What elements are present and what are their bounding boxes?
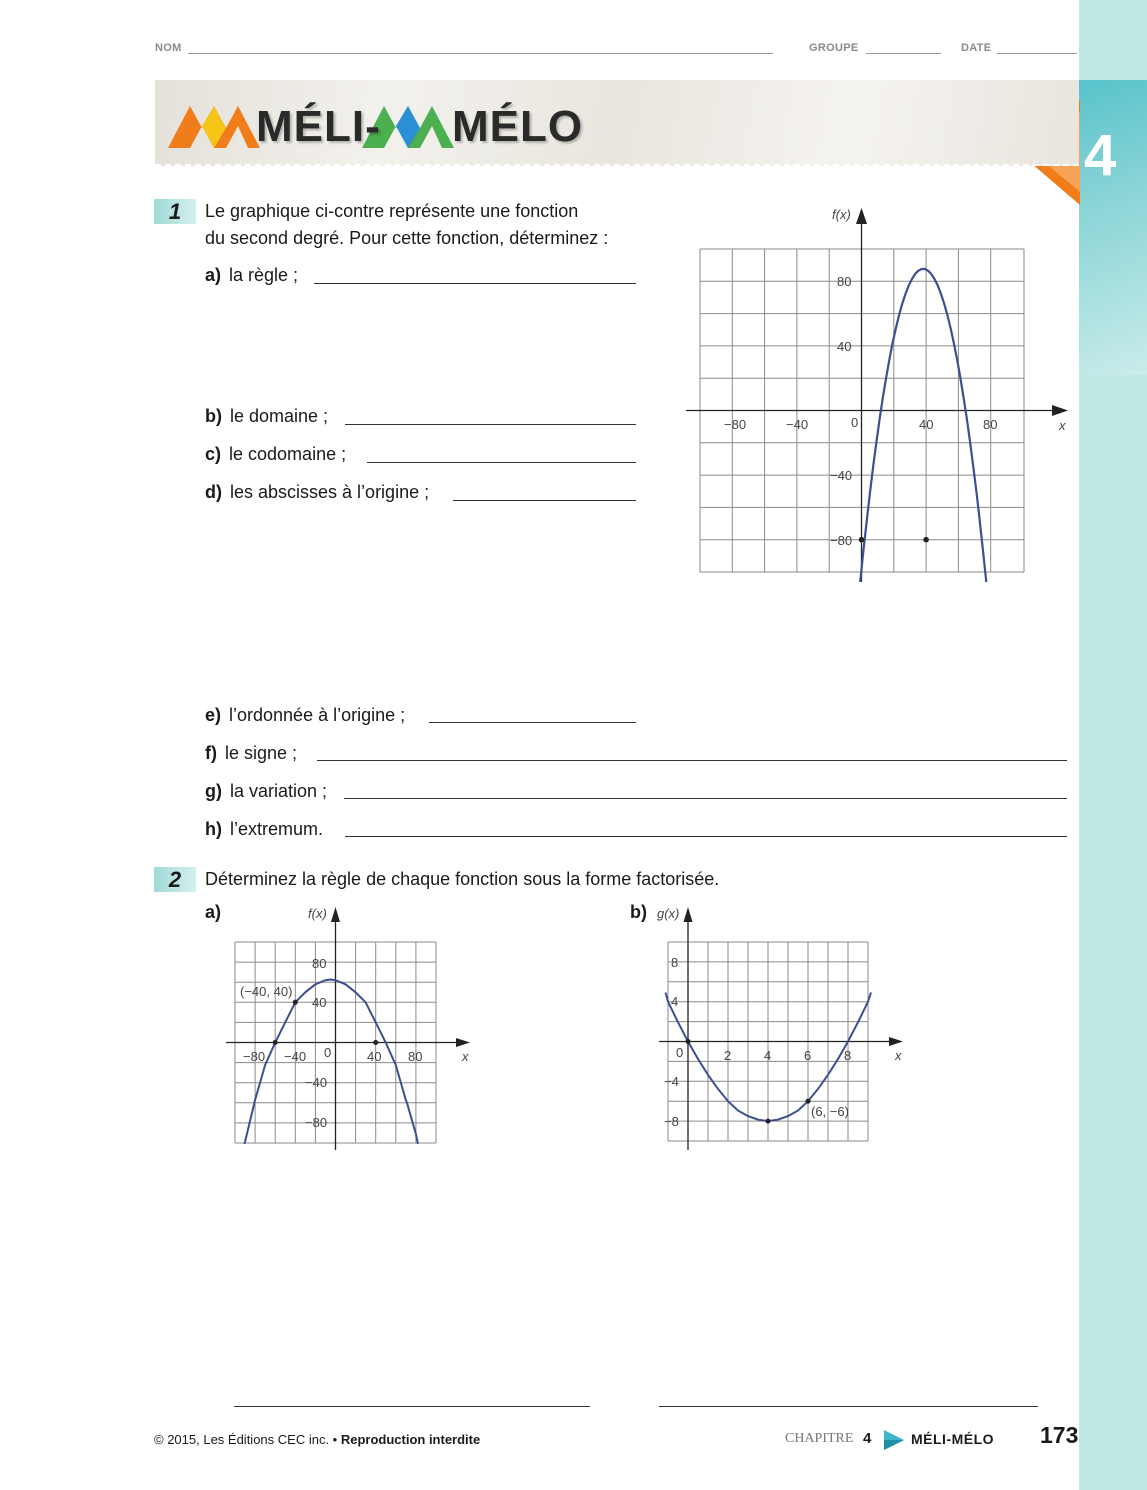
page-number: 173	[1040, 1422, 1079, 1448]
question-2-text: Déterminez la règle de chaque fonction sous la forme factorisée.	[205, 869, 720, 889]
q2b-xtick: 4	[764, 1048, 772, 1063]
q2a-xtick: −40	[284, 1049, 307, 1064]
q1-x-arrow	[1052, 405, 1068, 416]
q1-ylabel: f(x)	[832, 207, 851, 222]
q2b-origin: 0	[676, 1045, 684, 1060]
q2a-point	[373, 1040, 378, 1045]
date-label: DATE	[961, 42, 992, 54]
footer-arrow-icon	[882, 1428, 906, 1452]
q1-point	[923, 537, 929, 543]
footer-chapitre-label: CHAPITRE	[785, 1431, 854, 1446]
q2a-xtick: −80	[243, 1049, 266, 1064]
nom-field[interactable]	[188, 53, 773, 54]
q1-item-e: e) l’ordonnée à l’origine ;	[205, 705, 406, 725]
q1-answer-h[interactable]	[345, 836, 1067, 837]
footer-chapitre-num: 4	[863, 1430, 872, 1447]
q2-item-a-letter: a)	[205, 902, 222, 922]
q1-item-h: h) l’extremum.	[205, 819, 324, 839]
q1-item-f: f) le signe ;	[205, 743, 298, 763]
q1-point	[859, 537, 865, 543]
q1-xtick: 40	[919, 417, 934, 432]
q1-ytick: 40	[837, 339, 852, 354]
q1-xlabel: x	[1059, 418, 1066, 433]
chapter-number: 4	[1084, 123, 1117, 188]
q2b-ytick: −4	[664, 1074, 679, 1089]
q2b-point	[806, 1099, 811, 1104]
q1-y-arrow	[856, 208, 867, 224]
q2b-xtick: 6	[804, 1048, 812, 1063]
q2a-x-arrow	[456, 1038, 470, 1047]
q1-item-a: a) la règle ;	[205, 265, 299, 285]
q1-item-b: b) le domaine ;	[205, 406, 329, 426]
q2a-point	[293, 1000, 298, 1005]
q2a-xtick: 40	[367, 1049, 382, 1064]
q2a-ytick: −40	[305, 1075, 328, 1090]
q1-answer-c[interactable]	[367, 462, 636, 463]
groupe-label: GROUPE	[809, 42, 859, 54]
q1-xtick: −80	[724, 417, 747, 432]
footer-copyright: © 2015, Les Éditions CEC inc. • Reproduction interdite	[154, 1432, 481, 1447]
q1-xtick: 80	[983, 417, 998, 432]
q2a-answer[interactable]	[234, 1406, 590, 1407]
q1-xtick: −40	[786, 417, 809, 432]
q2a-ytick: 80	[312, 956, 327, 971]
q2b-graph	[655, 898, 915, 1150]
q2-item-b-letter: b)	[630, 902, 647, 922]
q1-answer-a[interactable]	[314, 283, 636, 284]
q1-answer-e[interactable]	[429, 722, 636, 723]
q1-origin: 0	[851, 415, 859, 430]
q2b-xtick: 2	[724, 1048, 732, 1063]
q2a-ylabel: f(x)	[308, 906, 327, 921]
q1-item-g: g) la variation ;	[205, 781, 328, 801]
q2a-origin: 0	[324, 1045, 332, 1060]
q2a-point	[273, 1040, 278, 1045]
q2a-parabola	[245, 980, 419, 1145]
q2a-ytick: −80	[305, 1115, 328, 1130]
groupe-field[interactable]	[866, 53, 941, 54]
q1-ytick: −80	[830, 533, 853, 548]
q2b-point	[686, 1039, 691, 1044]
q1-answer-d[interactable]	[453, 500, 636, 501]
q1-answer-g[interactable]	[344, 798, 1067, 799]
footer-section: MÉLI-MÉLO	[911, 1431, 995, 1447]
q2b-answer[interactable]	[659, 1406, 1038, 1407]
q2b-point	[766, 1119, 771, 1124]
q2a-graph	[222, 898, 482, 1150]
banner-title-part2: MÉLO	[452, 102, 584, 151]
q2b-ytick: −8	[664, 1114, 679, 1129]
question-1-text-line2: du second degré. Pour cette fonction, déterminez :	[205, 228, 609, 248]
q2a-ytick: 40	[312, 995, 327, 1010]
q2b-y-arrow	[684, 907, 693, 922]
q2a-xtick: 80	[408, 1049, 423, 1064]
q1-answer-b[interactable]	[345, 424, 636, 425]
q2b-ylabel: g(x)	[657, 906, 680, 921]
date-field[interactable]	[997, 53, 1077, 54]
q2b-ytick: 4	[671, 994, 679, 1009]
q2a-y-arrow	[331, 907, 340, 922]
q1-item-d: d) les abscisses à l’origine ;	[205, 482, 430, 502]
q2b-ytick: 8	[671, 955, 679, 970]
q2a-xlabel: x	[462, 1049, 469, 1064]
q2b-xlabel: x	[895, 1048, 902, 1063]
q1-ytick: 80	[837, 274, 852, 289]
q2b-x-arrow	[889, 1037, 903, 1046]
nom-label: NOM	[155, 42, 182, 54]
q1-item-c: c) le codomaine ;	[205, 444, 347, 464]
question-1-number: 1	[154, 199, 196, 224]
q2b-point-label: (6, −6)	[811, 1104, 849, 1119]
q2a-point-label: (−40, 40)	[240, 984, 293, 999]
question-1-text-line1: Le graphique ci-contre représente une fonction	[205, 201, 579, 221]
q1-ytick: −40	[830, 468, 853, 483]
banner-title-part1: MÉLI-	[256, 102, 381, 151]
q1-answer-f[interactable]	[317, 760, 1067, 761]
q2b-xtick: 8	[844, 1048, 852, 1063]
q1-graph	[680, 200, 1075, 595]
question-2-number: 2	[154, 867, 196, 892]
